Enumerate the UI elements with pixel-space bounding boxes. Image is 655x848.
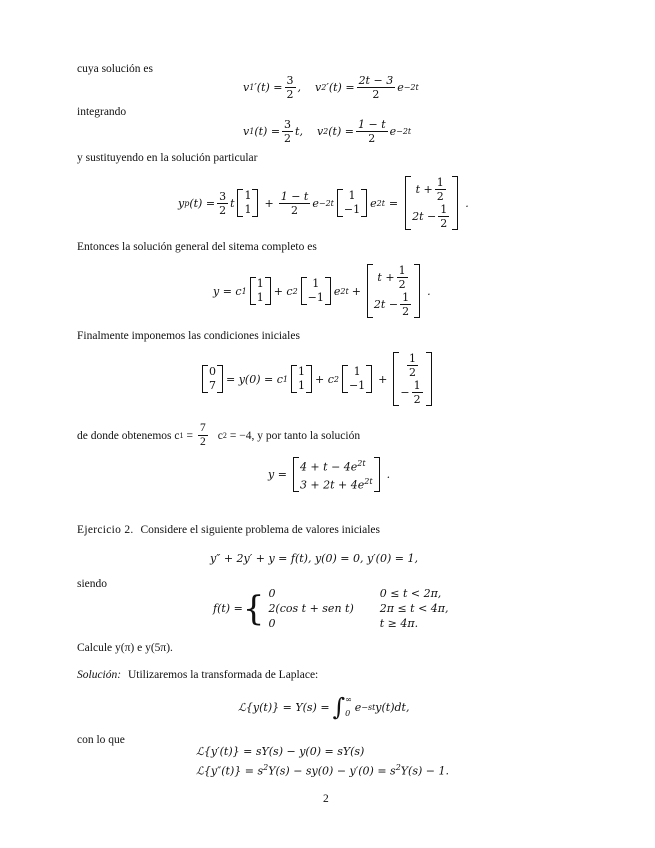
paragraph-text: Finalmente imponemos las condiciones iniciales bbox=[77, 330, 300, 342]
paragraph-text: integrando bbox=[77, 106, 127, 118]
equation-ode: y″ + 2y′ + y = f(t), y(0) = 0, y′(0) = 1, bbox=[210, 552, 418, 565]
paragraph-text: Entonces la solución general del sitema completo es bbox=[77, 241, 317, 253]
paragraph-constants: de donde obtenemos c 1 = $\frac{7}{2}$ c 2 = −4, y por tanto la solución bbox=[77, 422, 361, 448]
equation-initial-conditions: 0 7 = y(0) = c 1 1 1 + c 2 1 −1 + $\frac{1}{2}$ − $\frac{1}{2}$ bbox=[199, 352, 435, 406]
solution-heading bbox=[77, 669, 318, 681]
equation-general-solution: y = c 1 1 1 + c 2 1 −1 e 2t + t + $\frac{1}{2}$ 2t − $\frac{1}{2}$ . bbox=[213, 264, 431, 318]
paragraph-text: cuya solución es bbox=[77, 63, 154, 75]
page-number: 2 bbox=[323, 793, 329, 805]
paragraph-text: siendo bbox=[77, 578, 108, 590]
equation-piecewise-f: f(t) = { 0 0 ≤ t < 2π, 2(cos t + sen t) 2π ≤ t < 4π, 0 t ≥ 4π. bbox=[213, 587, 449, 630]
equation-laplace-definition: ℒ{y(t)} = Y(s) = ∫ ∞ 0 e −st y(t)dt, bbox=[238, 693, 410, 721]
left-brace: { bbox=[242, 588, 265, 629]
paragraph-text: y sustituyendo en la solución particular bbox=[77, 152, 258, 164]
equation-final-solution: y = $4 + t - 4e^{2t}$ $3 + 2t + 4e^{2t}$ . bbox=[268, 459, 391, 492]
paragraph-question: Calcule y(π) e y(5π). bbox=[77, 642, 173, 654]
solution-label: Solución: bbox=[77, 669, 122, 681]
equation-v-prime: v 1 ′(t) = $\frac{3}{2}$ , v 2 ′(t) = $\frac{2t - 3}{2}$ e −2t bbox=[243, 74, 419, 101]
equation-particular-solution: y p (t) = $\frac{3}{2}$ t 1 1 + $\frac{1 - t}{2}$ e −2t 1 −1 e 2t = t + $\frac{1}{2}$ 2t − $\frac{1}{2}$ . bbox=[178, 176, 469, 230]
equation-laplace-derivatives: ℒ{y′(t)} = sY(s) − y(0) = sY(s) ℒ{y″(t)} = $s^2Y(s) - sy(0) - y'(0) = s^2Y(s) - 1$. bbox=[196, 745, 449, 778]
equation-v: v 1 (t) = $\frac{3}{2}$ t, v 2 (t) = $\frac{1 - t}{2}$ e −2t bbox=[243, 118, 412, 145]
paragraph-text: con lo que bbox=[77, 734, 125, 746]
exercise-title: Ejercicio 2. bbox=[77, 524, 134, 536]
solution-text: Utilizaremos la transformada de Laplace: bbox=[127, 669, 319, 681]
exercise-statement: Considere el siguiente problema de valores iniciales bbox=[140, 524, 380, 536]
exercise-heading bbox=[77, 524, 380, 536]
